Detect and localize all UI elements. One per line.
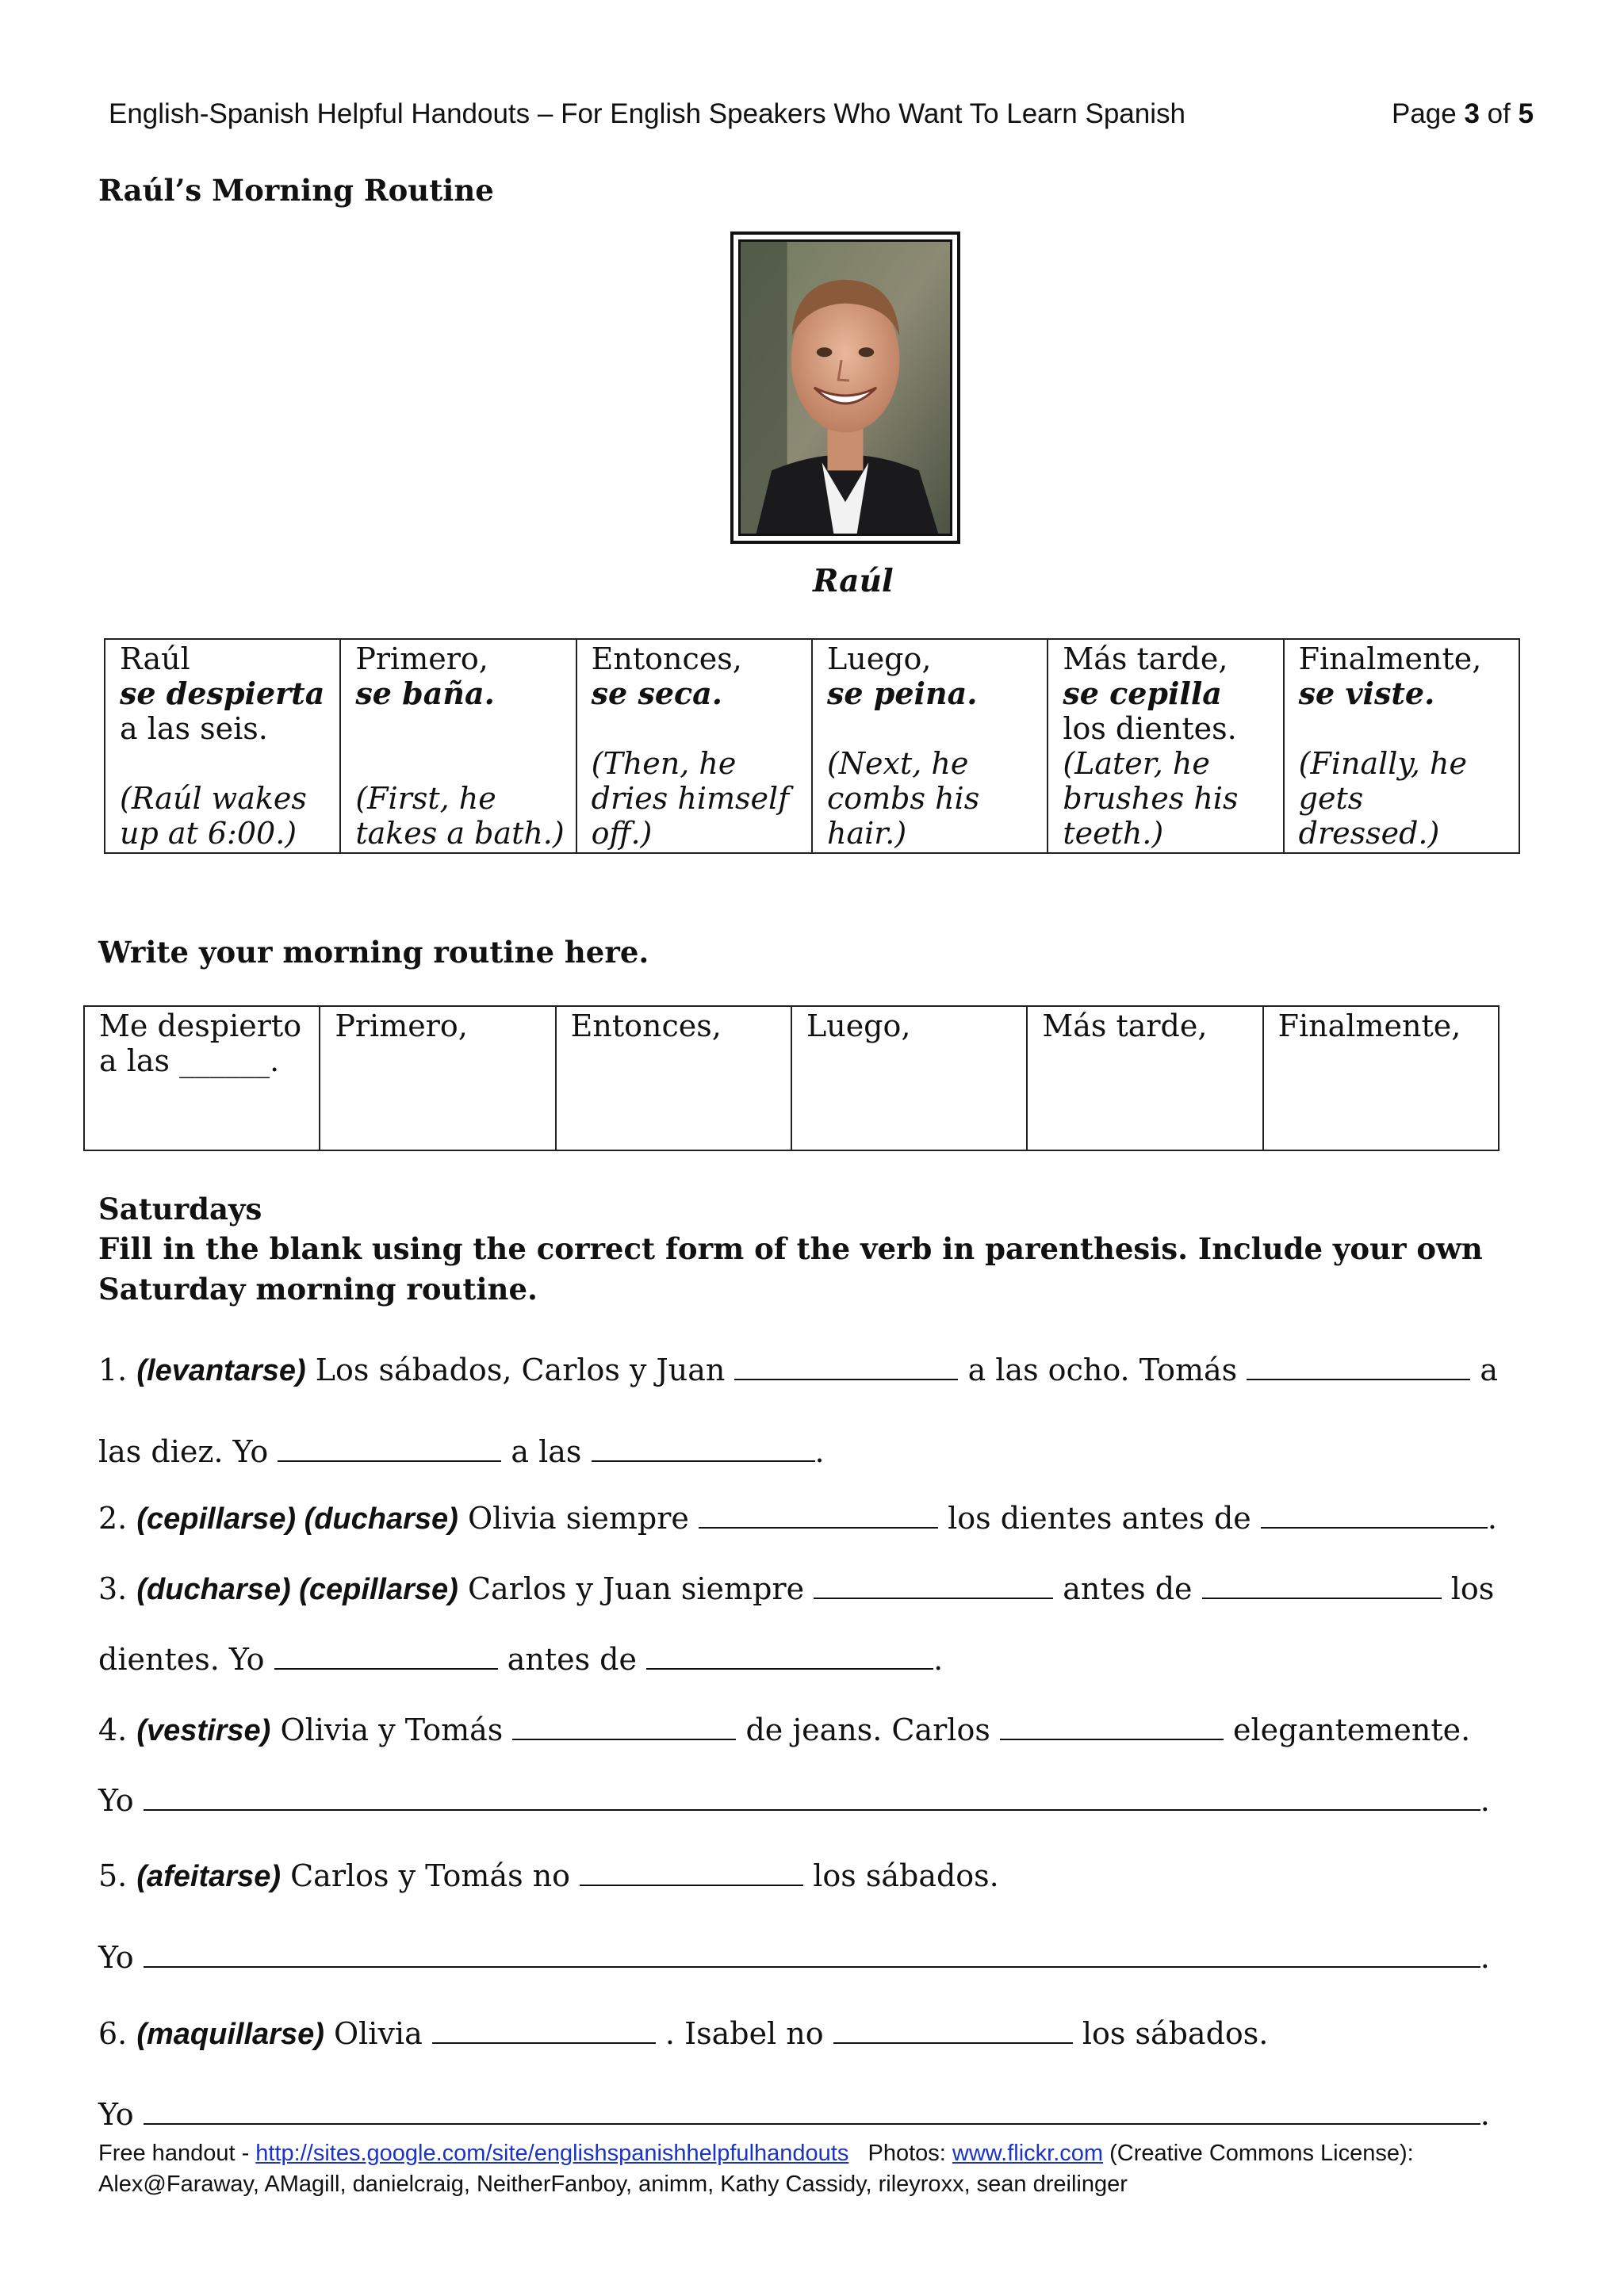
routine-cell-next	[812, 639, 1048, 853]
cell-rest: a las seis.	[120, 711, 268, 746]
exercise-text: Yo	[98, 2097, 134, 2132]
page-of: of	[1479, 98, 1519, 129]
instructions-line-2: Saturday morning routine.	[98, 1272, 538, 1307]
page-footer	[98, 2138, 1414, 2200]
exercise-text: .	[1487, 1501, 1497, 1536]
answer-line[interactable]	[144, 1942, 1480, 1968]
exercise-number: 1.	[98, 1353, 128, 1387]
cell-lead: Entonces,	[591, 641, 742, 676]
exercise-2-line-1	[98, 1501, 1497, 1536]
exercise-number: 6.	[98, 2016, 128, 2051]
answer-blank[interactable]	[580, 1861, 803, 1886]
cell-translation: (Next, he combs his hair.)	[826, 746, 980, 851]
section-title-saturdays: Saturdays	[98, 1192, 262, 1226]
instructions-line-1: Fill in the blank using the correct form of the verb in parenthesis. Include your own	[98, 1231, 1483, 1266]
exercise-number: 2.	[98, 1501, 128, 1536]
answer-blank[interactable]	[1247, 1355, 1470, 1380]
footer-line-1	[98, 2138, 1414, 2169]
exercise-text: Olivia	[333, 2016, 423, 2051]
exercise-text: dientes. Yo	[98, 1642, 265, 1677]
exercise-verb: (ducharse) (cepillarse)	[136, 1573, 458, 1606]
cell-lead: Luego,	[826, 641, 932, 676]
cell-translation: (First, he takes a bath.)	[355, 781, 565, 851]
answer-line[interactable]	[144, 2099, 1480, 2125]
exercise-text: a	[1480, 1353, 1498, 1387]
exercise-number: 3.	[98, 1571, 128, 1606]
my-cell-wake[interactable]: Me despierto a las ______.	[84, 1006, 320, 1150]
page-prefix: Page	[1392, 98, 1465, 129]
exercise-verb: (levantarse)	[136, 1354, 306, 1387]
cell-rest: los dientes.	[1063, 711, 1237, 746]
exercise-verb: (vestirse)	[136, 1714, 271, 1747]
exercise-verb: (maquillarse)	[136, 2018, 324, 2051]
footer-prefix: Free handout -	[98, 2141, 256, 2166]
answer-blank[interactable]	[278, 1437, 501, 1462]
cell-verb: se despierta	[120, 675, 325, 711]
exercise-text: de jeans. Carlos	[745, 1712, 990, 1747]
my-cell-next[interactable]: Luego,	[791, 1006, 1027, 1150]
my-routine-table	[83, 1005, 1500, 1151]
answer-blank[interactable]	[646, 1644, 933, 1670]
answer-blank[interactable]	[1202, 1574, 1442, 1599]
exercise-5-line-1	[98, 1858, 999, 1894]
exercise-text: Carlos y Juan siempre	[467, 1571, 805, 1606]
exercise-4-yo-line	[98, 1783, 1490, 1818]
routine-cell-then	[576, 639, 812, 853]
raul-photo	[730, 232, 960, 544]
exercise-text: Los sábados, Carlos y Juan	[315, 1353, 726, 1387]
cell-verb: se baña.	[355, 675, 495, 711]
exercise-6-line-1	[98, 2016, 1268, 2052]
site-link[interactable]: http://sites.google.com/site/englishspanishhelpfulhandouts	[255, 2141, 849, 2166]
exercise-3-line-1	[98, 1571, 1494, 1607]
my-cell-finally[interactable]: Finalmente,	[1263, 1006, 1499, 1150]
answer-blank[interactable]	[274, 1644, 498, 1670]
exercise-text: antes de	[1063, 1571, 1193, 1606]
exercise-4-line-1	[98, 1712, 1470, 1748]
photos-label: Photos:	[848, 2141, 952, 2166]
answer-blank[interactable]	[814, 1574, 1053, 1599]
page-total: 5	[1518, 98, 1534, 129]
exercise-verb: (afeitarse)	[136, 1860, 281, 1893]
routine-cell-wake	[105, 639, 340, 853]
exercise-3-line-2	[98, 1642, 943, 1677]
exercise-text: los sábados.	[813, 1858, 999, 1893]
footer-credits: Alex@Faraway, AMagill, danielcraig, NeitherFanboy, animm, Kathy Cassidy, rileyroxx, sean dreilinger	[98, 2172, 1128, 2197]
cell-lead: Finalmente,	[1298, 641, 1482, 676]
answer-blank[interactable]	[1000, 1715, 1224, 1740]
answer-line[interactable]	[144, 1785, 1480, 1811]
cell-translation: (Finally, he gets dressed.)	[1298, 746, 1467, 851]
exercise-number: 5.	[98, 1858, 128, 1893]
section-title-raul-routine: Raúl’s Morning Routine	[98, 173, 494, 208]
routine-row	[105, 639, 1519, 853]
exercise-text: las diez. Yo	[98, 1434, 269, 1469]
page-indicator	[1392, 98, 1534, 130]
answer-blank[interactable]	[432, 2019, 656, 2044]
cell-translation: (Later, he brushes his teeth.)	[1063, 746, 1239, 851]
answer-blank[interactable]	[699, 1503, 938, 1529]
exercise-text: Olivia y Tomás	[280, 1712, 504, 1747]
exercise-text: .	[814, 1434, 825, 1469]
my-routine-row	[84, 1006, 1499, 1150]
exercise-text: a las	[511, 1434, 582, 1469]
cell-lead: Más tarde,	[1063, 641, 1228, 676]
answer-blank[interactable]	[833, 2019, 1073, 2044]
my-cell-later[interactable]: Más tarde,	[1027, 1006, 1262, 1150]
raul-routine-table	[104, 638, 1520, 854]
license-text: (Creative Commons License):	[1103, 2141, 1414, 2166]
cell-lead: Raúl	[120, 641, 190, 676]
routine-cell-first	[340, 639, 576, 853]
cell-verb: se peina.	[826, 675, 978, 711]
cell-lead: Primero,	[355, 641, 488, 676]
exercise-text: a las ocho. Tomás	[967, 1353, 1238, 1387]
exercise-text: . Isabel no	[665, 2016, 824, 2051]
exercise-number: 4.	[98, 1712, 128, 1747]
answer-blank[interactable]	[1261, 1503, 1488, 1529]
my-cell-then[interactable]: Entonces,	[556, 1006, 791, 1150]
section-title-your-routine: Write your morning routine here.	[98, 935, 649, 970]
flickr-link[interactable]: www.flickr.com	[952, 2141, 1104, 2166]
portrait-image	[741, 242, 950, 534]
exercise-text: Olivia siempre	[467, 1501, 689, 1536]
exercise-text: .	[1480, 1940, 1490, 1975]
photo-caption: Raúl	[813, 563, 894, 599]
exercise-text: .	[933, 1642, 944, 1677]
exercise-1-line-2	[98, 1434, 825, 1469]
page-current: 3	[1464, 98, 1480, 129]
exercise-text: Carlos y Tomás no	[290, 1858, 571, 1893]
my-cell-first[interactable]: Primero,	[320, 1006, 555, 1150]
cell-translation: (Raúl wakes up at 6:00.)	[120, 781, 307, 851]
exercise-text: elegantemente.	[1233, 1712, 1471, 1747]
exercise-text: Yo	[98, 1940, 134, 1975]
exercise-text: los dientes antes de	[948, 1501, 1251, 1536]
exercise-5-yo-line	[98, 1940, 1490, 1975]
exercise-text: los sábados.	[1082, 2016, 1269, 2051]
exercise-text: .	[1480, 1783, 1490, 1818]
exercise-1-line-1	[98, 1353, 1498, 1388]
answer-blank[interactable]	[512, 1715, 736, 1740]
cell-verb: se viste.	[1298, 675, 1435, 711]
cell-translation: (Then, he dries himself off.)	[591, 746, 790, 851]
exercise-text: antes de	[507, 1642, 637, 1677]
answer-blank[interactable]	[734, 1355, 958, 1380]
routine-cell-finally	[1284, 639, 1519, 853]
exercise-text: Yo	[98, 1783, 134, 1818]
exercise-verb: (cepillarse) (ducharse)	[136, 1502, 458, 1536]
answer-blank[interactable]	[592, 1437, 815, 1462]
handout-header-title: English-Spanish Helpful Handouts – For English Speakers Who Want To Learn Spanish	[109, 98, 1185, 129]
cell-verb: se cepilla	[1063, 675, 1222, 711]
exercise-text: .	[1480, 2097, 1490, 2132]
cell-verb: se seca.	[591, 675, 723, 711]
exercise-text: los	[1450, 1571, 1495, 1606]
routine-cell-later	[1048, 639, 1283, 853]
exercise-6-yo-line	[98, 2097, 1490, 2132]
